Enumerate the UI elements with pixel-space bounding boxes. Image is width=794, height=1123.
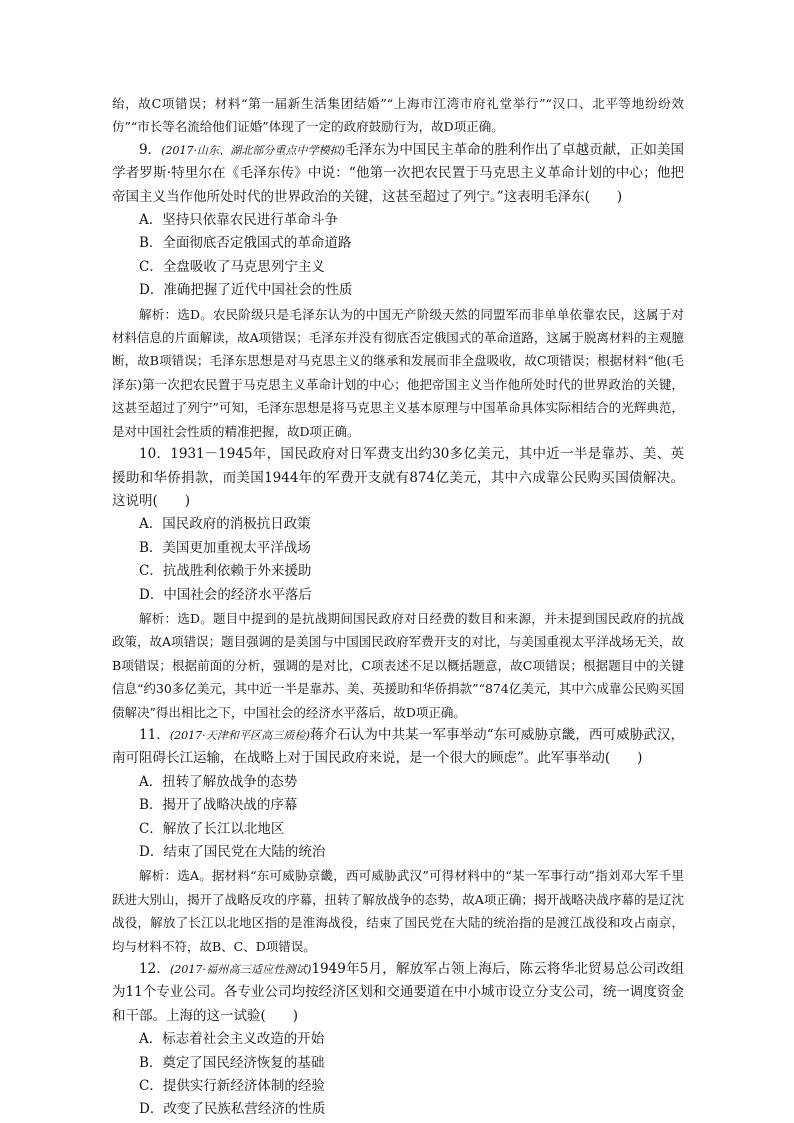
question-text: 毛泽东为中国民主革命的胜利作出了卓越贡献，正如美国学者罗斯·特里尔在《毛泽东传》中说：“他第一次把农民置于马克思主义革命计划的中心；他把帝国主义当作他所处时代的世界政治的关键，这甚至超过了列宁。”这表明毛泽东( ) (112, 141, 684, 205)
answer-option: B．揭开了战略决战的序幕 (139, 797, 298, 814)
answer-option: B．全面彻底否定俄国式的革命道路 (139, 235, 352, 252)
analysis-paragraph: 解析：选D。农民阶级只是毛泽东认为的中国无产阶级天然的同盟军而非单单依靠农民，这属于对材料信息的片面解读，故A项错误；毛泽东并没有彻底否定俄国式的革命道路，这属于脱离材料的主观臆断，故B项错误；毛泽东思想是对马克思主义的继承和发展而非全盘吸收，故C项错误；根据材料“他(毛泽东)第一次把农民置于马克思主义革命计划的中心；他把帝国主义当作他所处时代的世界政治的关键，这甚至超过了列宁”可知，毛泽东思想是将马克思主义基本原理与中国革命具体实际相结合的光辉典范，是对中国社会性质的精准把握，故D项正确。 (112, 306, 684, 439)
question-source: (2017·天津和平区高三质检) (169, 728, 310, 742)
answer-option: C．抗战胜利依赖于外来援助 (139, 563, 312, 580)
question-stem (112, 724, 684, 771)
answer-option: C．全盘吸收了马克思列宁主义 (139, 258, 325, 275)
question-text: 1949年5月，解放军占领上海后，陈云将华北贸易总公司改组为11个专业公司。各专业公司均按经济区划和交通要道在中小城市设立分支公司，统一调度资金和干部。上海的这一试验( ) (112, 961, 684, 1024)
answer-option: A．标志着社会主义改造的开始 (139, 1031, 325, 1048)
question-number: 11． (139, 726, 170, 743)
question-source: (2017·山东、湖北部分重点中学模拟) (161, 143, 346, 157)
analysis-paragraph: 解析：选D。题目中提到的是抗战期间国民政府对日经费的数目和来源，并未提到国民政府的抗战政策，故A项错误；题目强调的是美国与中国国民政府军费开支的对比，与美国重视太平洋战场无关，故B项错误；根据前面的分析，强调的是对比，C项表述不足以概括题意，故C项错误；根据题目中的关键信息“约30多亿美元，其中近一半是靠苏、美、英援助和华侨捐款”“874亿美元，其中六成靠公民购买国债解决”得出相比之下，中国社会的经济水平落后，故D项正确。 (112, 610, 684, 720)
analysis-paragraph: 解析：选A。据材料“东可威胁京畿，西可威胁武汉”可得材料中的“某一军事行动”指刘邓大军千里跃进大别山，揭开了战略反攻的序幕，扭转了解放战争的态势，故A项正确；揭开战略决战序幕的是辽沈战役，解放了长江以北地区指的是淮海战役，结束了国民党在大陆的统治指的是渡江战役和攻占南京，均与材料不符，故B、C、D项错误。 (112, 868, 684, 954)
question-number: 12． (139, 961, 171, 978)
question-text: 蒋介石认为中共某一军事举动“东可威胁京畿，西可威胁武汉，南可阻碍长江运输，在战略上对于国民政府来说，是一个很大的顾虑”。此军事举动( ) (112, 726, 684, 767)
answer-option: A．坚持只依靠农民进行革命斗争 (139, 212, 338, 229)
answer-option: D．改变了民族私营经济的性质 (139, 1101, 326, 1118)
answer-option: B．奠定了国民经济恢复的基础 (139, 1054, 325, 1071)
question-number: 10． (139, 446, 171, 463)
question-number: 9． (139, 141, 162, 158)
analysis-paragraph: 绐，故C项错误；材料“第一届新生活集团结婚”“上海市江湾市府礼堂举行”“汉口、北平等地纷纷效仿”“市长等名流给他们证婚”体现了一定的政府鼓励行为，故D项正确。 (112, 96, 684, 135)
document-page (112, 92, 684, 1122)
answer-option: B．美国更加重视太平洋战场 (139, 539, 311, 556)
question-stem (112, 958, 684, 1028)
answer-option: D．准确把握了近代中国社会的性质 (139, 282, 353, 299)
answer-option: A．国民政府的消极抗日政策 (139, 516, 311, 533)
question-stem (112, 443, 684, 513)
question-source: (2017·福州高三适应性测试) (170, 963, 312, 977)
answer-option: D．中国社会的经济水平落后 (139, 586, 312, 603)
answer-option: C．解放了长江以北地区 (139, 820, 285, 837)
answer-option: C．提供实行新经济体制的经验 (139, 1078, 325, 1095)
answer-option: D．结束了国民党在大陆的统治 (139, 844, 326, 860)
answer-option: A．扭转了解放战争的态势 (139, 773, 298, 790)
question-text: 1931－1945年，国民政府对日军费支出约30多亿美元，其中近一半是靠苏、美、英援助和华侨捐款，而美国1944年的军费开支就有874亿美元，其中六成靠公民购买国债解决。这说明( ) (112, 446, 684, 509)
question-stem (112, 139, 684, 209)
